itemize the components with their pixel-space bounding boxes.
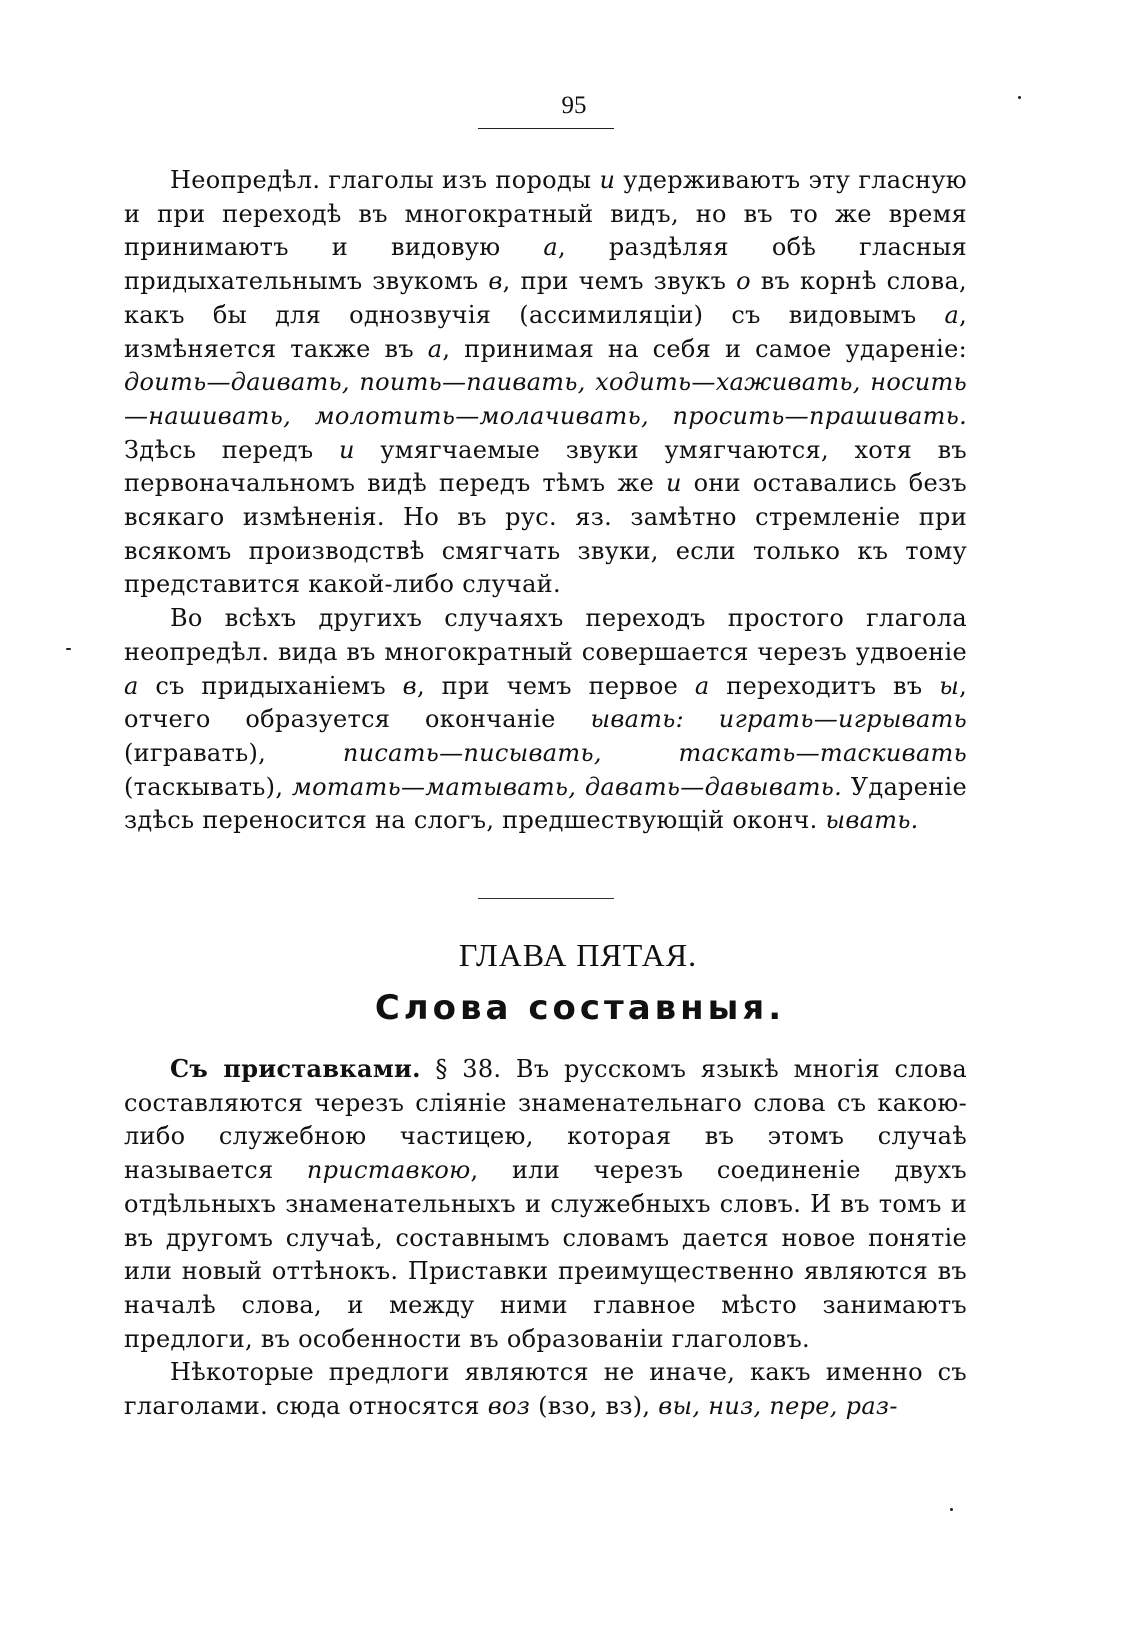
italic-run: в — [488, 267, 503, 296]
text-run: умягчаемые звуки умягчаются, хотя въ первоначальномъ видѣ передъ тѣмъ же — [124, 435, 967, 498]
italic-run: приставкою — [306, 1156, 471, 1185]
text-run: , при чемъ первое — [416, 671, 695, 700]
text-run: , отчего образуется окончаніе — [124, 671, 967, 734]
bold-run: Съ приставками. — [170, 1054, 421, 1083]
italic-run: и — [338, 435, 355, 464]
italic-run: о — [736, 267, 751, 296]
text-run: Удареніе здѣсь переносится на слогъ, предшествующій оконч. — [124, 772, 967, 835]
header-rule — [478, 128, 614, 129]
text-run: , или черезъ соединеніе двухъ отдѣльныхъ знаменательныхъ и служебныхъ словъ. И въ томъ и въ другомъ случаѣ, составнымъ словамъ дается новое понятіе или новый оттѣнокъ. Приставки преимущественно являются въ началѣ слова, и между ними главное мѣсто занимаютъ предлоги, въ особенности въ образованіи глаголовъ. — [124, 1156, 967, 1353]
paragraph — [124, 1356, 967, 1423]
scan-speck — [66, 648, 71, 650]
italic-run: а — [694, 671, 710, 700]
italic-run: доить—даивать, поить—паивать, ходить—хаживать, носить—нашивать, молотить—молачивать, просить—прашивать. — [124, 368, 967, 430]
text-block-bottom — [124, 1052, 967, 1424]
text-run: Неопредѣл. глаголы изъ породы — [170, 166, 600, 194]
italic-run: а — [543, 233, 558, 262]
text-run: (таскывать), — [124, 772, 292, 801]
italic-run: а — [124, 671, 139, 700]
scan-speck — [1018, 96, 1021, 99]
italic-run: мотать—матывать, давать—давывать. — [291, 772, 843, 801]
italic-run: а — [944, 300, 960, 329]
italic-run: ывать: играть—игрывать — [590, 705, 967, 734]
italic-run: писать—писывать, таскать—таскивать — [342, 738, 967, 767]
text-run: , раздѣляя обѣ гласныя придыхательнымъ звукомъ — [124, 233, 967, 296]
text-run: , измѣняется также въ — [124, 300, 967, 363]
italic-run: воз — [487, 1392, 531, 1421]
text-run: Нѣкоторые предлоги являются не иначе, какъ именно съ глаголами. сюда относятся — [124, 1358, 967, 1421]
paragraph — [124, 164, 967, 602]
paragraph — [124, 602, 967, 838]
page-number: 95 — [561, 92, 587, 119]
chapter-subtitle: Слова составныя. — [374, 988, 786, 1028]
text-run: Здѣсь передъ — [124, 435, 339, 464]
italic-run: а — [427, 334, 443, 363]
italic-run: в — [402, 671, 417, 700]
text-run: (взо, вз), — [530, 1392, 659, 1421]
text-run: , при чемъ звукъ — [502, 267, 737, 296]
italic-run: и — [665, 469, 682, 498]
text-run: удерживаютъ эту гласную и при переходѣ въ многократный видъ, но въ то же время принимаютъ и видовую — [124, 166, 968, 262]
italic-run: ывать. — [825, 806, 919, 835]
italic-run: вы, низ, пере, раз- — [658, 1392, 898, 1421]
text-run: § 38. Въ русскомъ языкѣ многія слова составляются черезъ сліяніе знаменательнаго слова съ какою-либо служебною частицею, которая въ этомъ случаѣ называется — [124, 1055, 967, 1185]
scan-speck — [950, 1508, 953, 1511]
text-run: съ придыханіемъ — [138, 671, 403, 700]
text-run: переходитъ въ — [709, 671, 940, 700]
text-run: (игравать), — [124, 738, 343, 767]
text-run: Во всѣхъ другихъ случаяхъ переходъ простого глагола неопредѣл. вида въ многократный совершается черезъ удвоеніе — [124, 604, 967, 666]
italic-run: ы — [939, 671, 960, 700]
section-divider — [478, 898, 614, 899]
text-run: въ корнѣ слова, какъ бы для однозвучія (ассимиляціи) съ видовымъ — [124, 267, 967, 329]
text-run: они оставались безъ всякаго измѣненія. Но въ рус. яз. замѣтно стремленіе при всякомъ производствѣ смягчать звуки, если только къ тому представится какой-либо случай. — [124, 469, 967, 599]
text-run: , принимая на себя и самое удареніе: — [442, 334, 967, 363]
paragraph — [124, 1052, 967, 1356]
italic-run: и — [599, 166, 616, 194]
text-block-top — [124, 164, 967, 838]
chapter-title: ГЛАВА ПЯТАЯ. — [458, 937, 698, 973]
